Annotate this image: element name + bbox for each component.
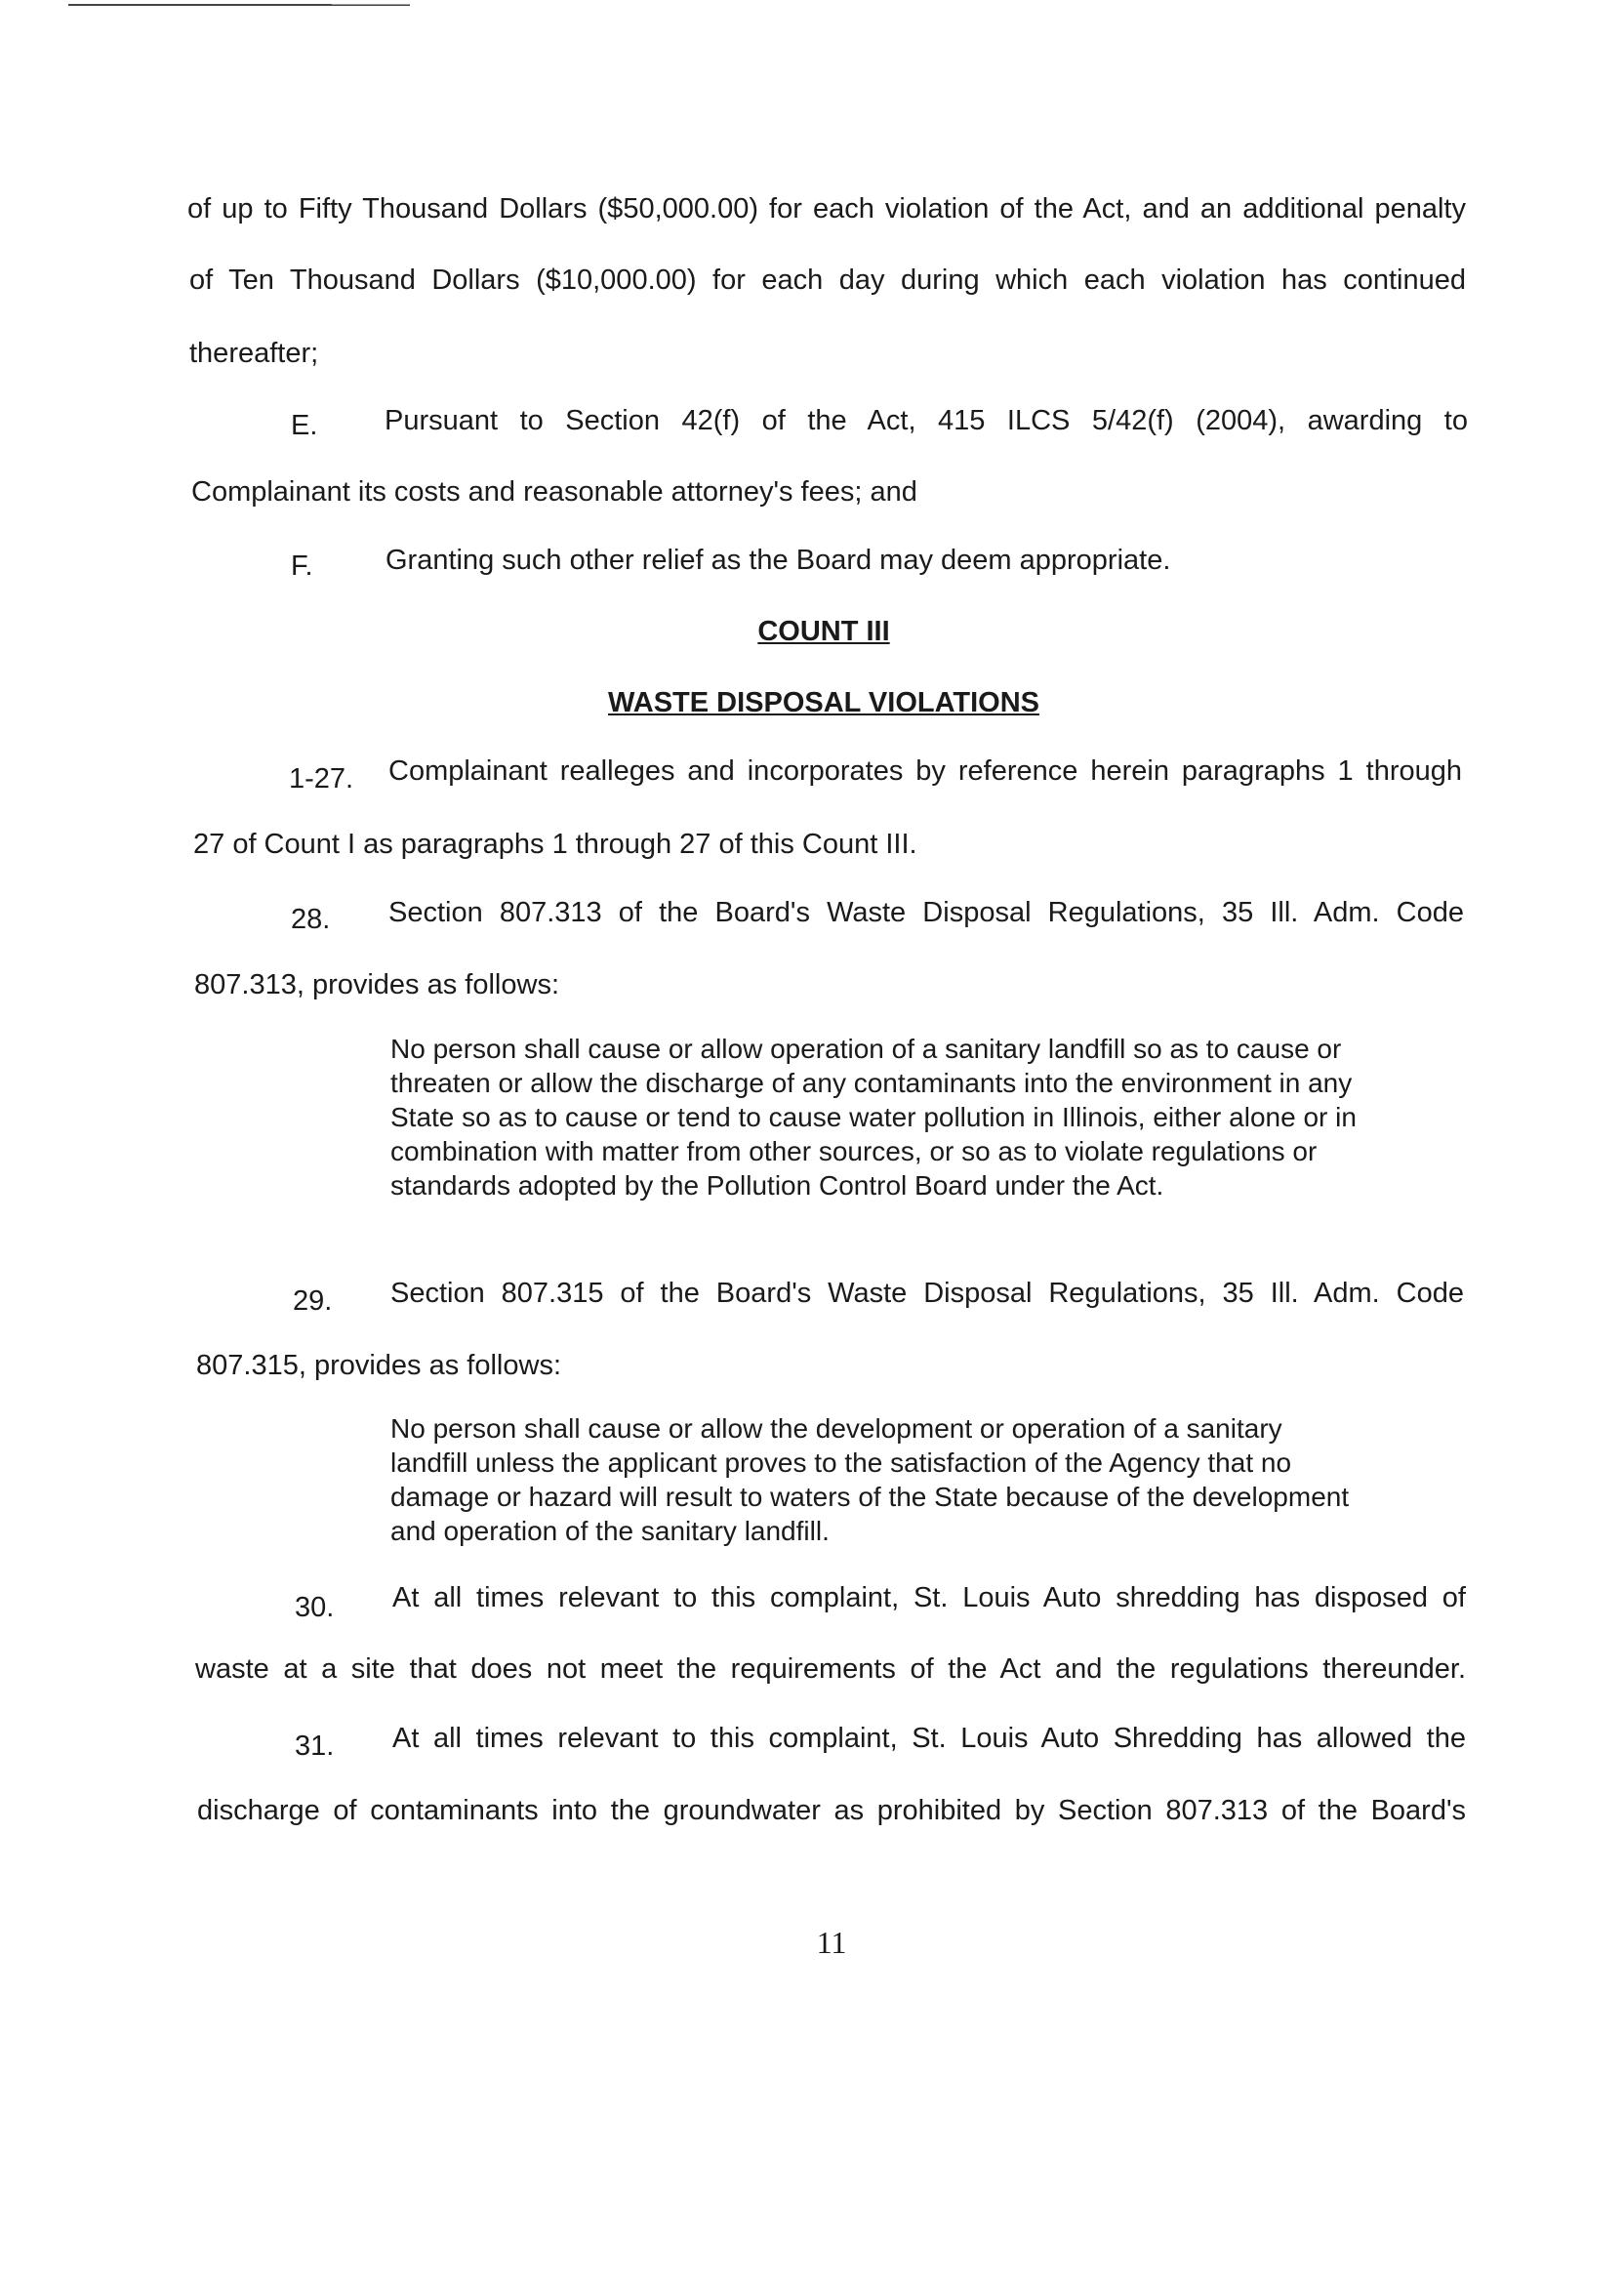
paragraph-line: Granting such other relief as the Board may deem appropriate. xyxy=(386,545,1171,576)
paragraph-line: Complainant realleges and incorporates by reference herein paragraphs 1 through xyxy=(388,755,1462,787)
count-heading: COUNT III xyxy=(757,616,890,647)
block-quote: No person shall cause or allow operation of a sanitary landfill so as to cause or threaten or allow the discharge of any contaminants into the environment in any State so as to cause or tend to cause water pollution in Illinois, either alone or in combination with matter from other sources, or so as to violate regulations or standards adopted by the Pollution Control Board under the Act. xyxy=(390,1034,1357,1201)
paragraph-line: Complainant its costs and reasonable attorney's fees; and xyxy=(191,476,917,508)
page-number: 11 xyxy=(816,1925,847,1960)
paragraph-line: 807.313, provides as follows: xyxy=(194,969,559,1000)
paragraph-line: of up to Fifty Thousand Dollars ($50,000.00) for each violation of the Act, and an additional penalty xyxy=(187,193,1466,224)
item-f-marker: F. xyxy=(291,550,313,582)
paragraph-line: At all times relevant to this complaint, St. Louis Auto shredding has disposed of xyxy=(392,1582,1466,1613)
paragraph-number: 28. xyxy=(291,904,331,935)
paragraph-line: Section 807.315 of the Board's Waste Disposal Regulations, 35 Ill. Adm. Code xyxy=(390,1278,1464,1309)
paragraph-line: 807.315, provides as follows: xyxy=(196,1350,561,1381)
paragraph-line: of Ten Thousand Dollars ($10,000.00) for each day during which each violation has continued xyxy=(189,265,1466,296)
paragraph-number: 1-27. xyxy=(289,763,354,795)
paragraph-line: At all times relevant to this complaint, St. Louis Auto Shredding has allowed the xyxy=(392,1723,1466,1754)
paragraph-number: 29. xyxy=(293,1285,333,1317)
paragraph-line: 27 of Count I as paragraphs 1 through 27 of this Count III. xyxy=(193,829,917,860)
scan-artifact-line xyxy=(332,4,410,5)
paragraph-number: 31. xyxy=(295,1731,335,1762)
paragraph-line: thereafter; xyxy=(189,338,319,369)
paragraph-line: waste at a site that does not meet the requirements of the Act and the regulations thereunder. xyxy=(195,1653,1466,1685)
item-e-marker: E. xyxy=(291,410,318,441)
block-quote: No person shall cause or allow the development or operation of a sanitary landfill unless the applicant proves to the satisfaction of the Agency that no damage or hazard will result to waters of the State because of the development and operation of the sanitary landfill. xyxy=(390,1413,1350,1546)
paragraph-line: Pursuant to Section 42(f) of the Act, 415 ILCS 5/42(f) (2004), awarding to xyxy=(385,405,1468,436)
paragraph-number: 30. xyxy=(295,1592,335,1623)
paragraph-line: Section 807.313 of the Board's Waste Disposal Regulations, 35 Ill. Adm. Code xyxy=(388,897,1464,928)
paragraph-line: discharge of contaminants into the groundwater as prohibited by Section 807.313 of the Board's xyxy=(197,1795,1466,1826)
count-subheading: WASTE DISPOSAL VIOLATIONS xyxy=(607,687,1040,718)
